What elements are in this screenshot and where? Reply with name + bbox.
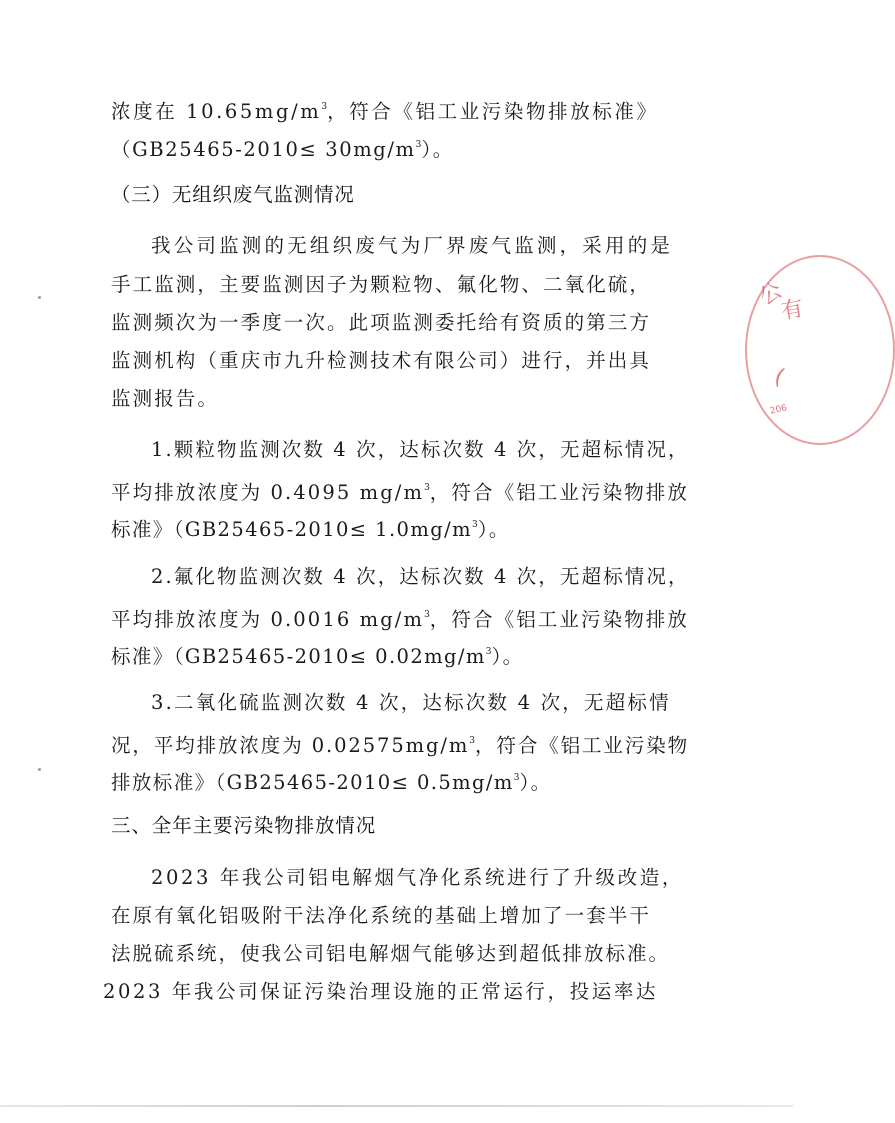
- paragraph-line: 2023 年我公司铝电解烟气净化系统进行了升级改造，: [151, 866, 684, 889]
- list-item-line: 标准》$(GB25465-2010\le 1.0mg/m^3)$。: [111, 518, 510, 541]
- seal-char: (: [770, 364, 788, 391]
- paragraph-line: $(GB25465-2010\le 30mg/m^3)$。: [111, 138, 454, 161]
- list-item-line: 3.二氧化硫监测次数 4 次，达标次数 4 次，无超标情: [151, 691, 671, 714]
- paragraph-line: 监测报告。: [111, 387, 220, 410]
- seal-number: 206: [769, 403, 789, 417]
- paragraph-line: 在原有氧化铝吸附干法净化系统的基础上增加了一套半干: [111, 904, 652, 927]
- paragraph-line: 浓度在 $10.65mg/m^3$，符合《铝工业污染物排放标准》: [111, 100, 659, 123]
- list-item-line: 平均排放浓度为 0.4095 $mg/m^3$，符合《铝工业污染物排放: [111, 481, 689, 504]
- list-item-line: 标准》$(GB25465-2010\le 0.02mg/m^3)$。: [111, 645, 524, 668]
- paragraph-line: 法脱硫系统，使我公司铝电解烟气能够达到超低排放标准。: [111, 942, 671, 965]
- scan-edge: [0, 1105, 793, 1107]
- company-seal: [745, 255, 805, 445]
- section-heading: 三、全年主要污染物排放情况: [111, 814, 377, 837]
- section-heading: （三）无组织废气监测情况: [111, 183, 355, 206]
- list-item-line: 1.颗粒物监测次数 4 次，达标次数 4 次，无超标情况，: [151, 438, 690, 461]
- list-item-line: 平均排放浓度为 0.0016 $mg/m^3$，符合《铝工业污染物排放: [111, 608, 689, 631]
- paragraph-line: 监测频次为一季度一次。此项监测委托给有资质的第三方: [111, 311, 652, 334]
- list-item-line: 排放标准》$(GB25465-2010\le 0.5mg/m^3)$。: [111, 771, 552, 794]
- paragraph-line: 手工监测，主要监测因子为颗粒物、氟化物、二氧化硫，: [111, 273, 652, 296]
- list-item-line: 况，平均排放浓度为 $0.02575mg/m^3$，符合《铝工业污染物: [111, 734, 690, 757]
- scan-speck: [38, 296, 41, 299]
- seal-char: 公: [755, 277, 787, 311]
- scan-speck: [38, 768, 41, 771]
- paragraph-line: 2023 年我公司保证污染治理设施的正常运行，投运率达: [103, 980, 659, 1003]
- seal-char: 有: [779, 296, 806, 325]
- paragraph-line: 我公司监测的无组织废气为厂界废气监测，采用的是: [151, 234, 674, 257]
- list-item-line: 2.氟化物监测次数 4 次，达标次数 4 次，无超标情况，: [151, 565, 690, 588]
- paragraph-line: 监测机构（重庆市九升检测技术有限公司）进行，并出具: [111, 349, 652, 372]
